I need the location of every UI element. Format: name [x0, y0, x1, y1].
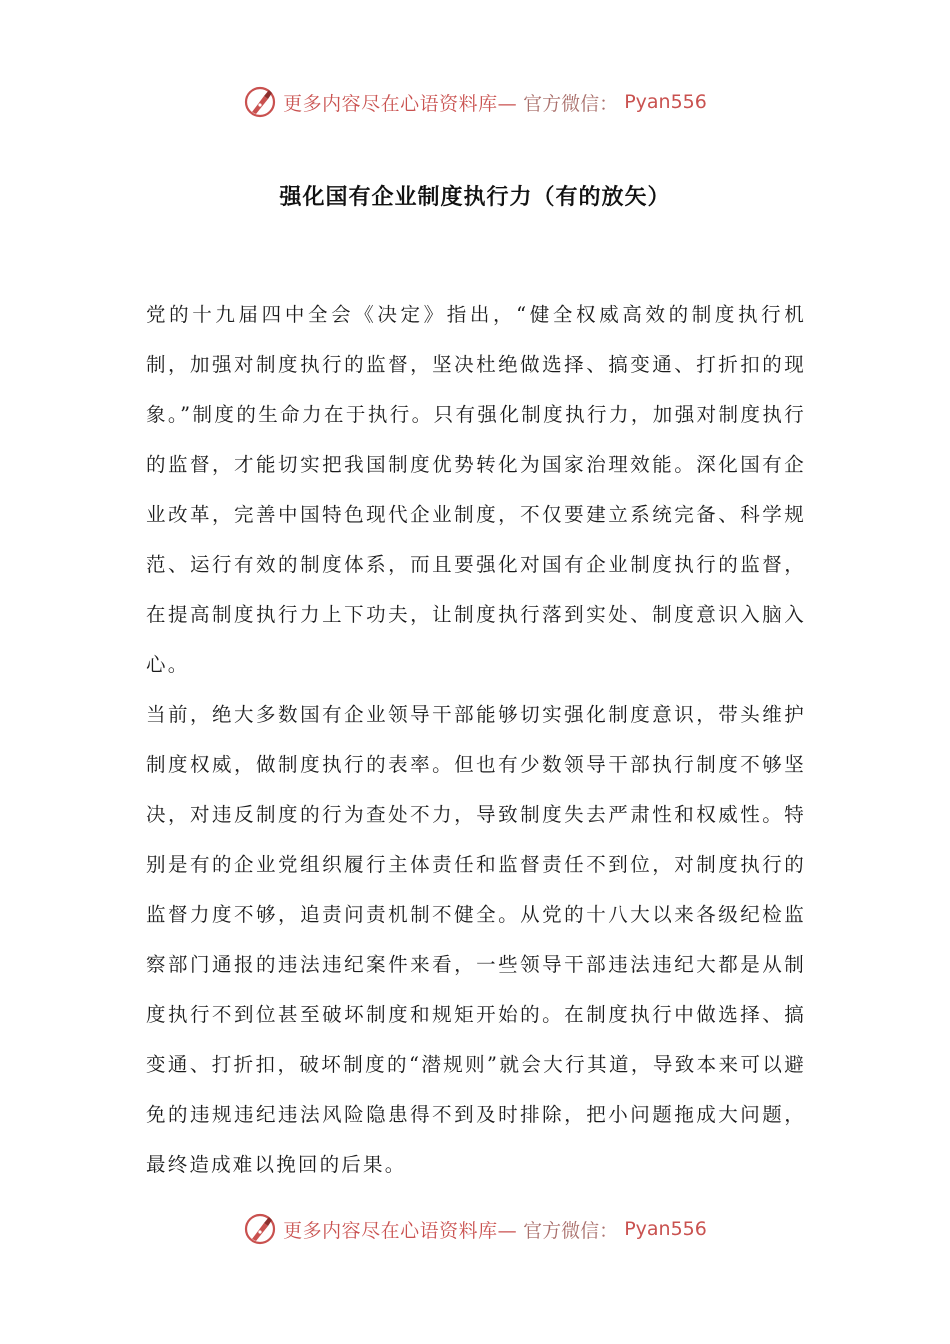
paragraph-1: 党的十九届四中全会《决定》指出，“健全权威高效的制度执行机制，加强对制度执行的监督，坚决杜绝做选择、搞变通、打折扣的现象。”制度的生命力在于执行。只有强化制度执行力，加强对制度执行的监督，才能切实把我国制度优势转化为国家治理效能。深化国有企业改革，完善中国特色现代企业制度，不仅要建立系统完备、科学规范、运行有效的制度体系，而且要强化对国有企业制度执行的监督，在提高制度执行力上下功夫，让制度执行落到实处、制度意识入脑入心。 [146, 303, 806, 676]
footer-banner [0, 1207, 950, 1251]
banner-wechat-label: 官方微信： [523, 1219, 619, 1242]
banner-wechat-id: Pyan556 [624, 91, 707, 113]
header-banner [0, 80, 950, 124]
banner-wechat-id: Pyan556 [624, 1218, 707, 1240]
banner-wechat-label: 官方微信： [523, 92, 619, 115]
banner-text: 更多内容尽在心语资料库— [283, 1219, 518, 1242]
pen-nib-logo-icon [243, 85, 277, 119]
document-title: 强化国有企业制度执行力（有的放矢） [279, 185, 671, 210]
document-body [146, 290, 806, 1190]
paragraph-2: 当前，绝大多数国有企业领导干部能够切实强化制度意识，带头维护制度权威，做制度执行的表率。但也有少数领导干部执行制度不够坚决，对违反制度的行为查处不力，导致制度失去严肃性和权威性。特别是有的企业党组织履行主体责任和监督责任不到位，对制度执行的监督力度不够，追责问责机制不健全。从党的十八大以来各级纪检监察部门通报的违法违纪案件来看，一些领导干部违法违纪大都是从制度执行不到位甚至破坏制度和规矩开始的。在制度执行中做选择、搞变通、打折扣，破坏制度的“潜规则”就会大行其道，导致本来可以避免的违规违纪违法风险隐患得不到及时排除，把小问题拖成大问题，最终造成难以挽回的后果。 [146, 703, 806, 1176]
banner-text: 更多内容尽在心语资料库— [283, 92, 518, 115]
pen-nib-logo-icon [243, 1212, 277, 1246]
